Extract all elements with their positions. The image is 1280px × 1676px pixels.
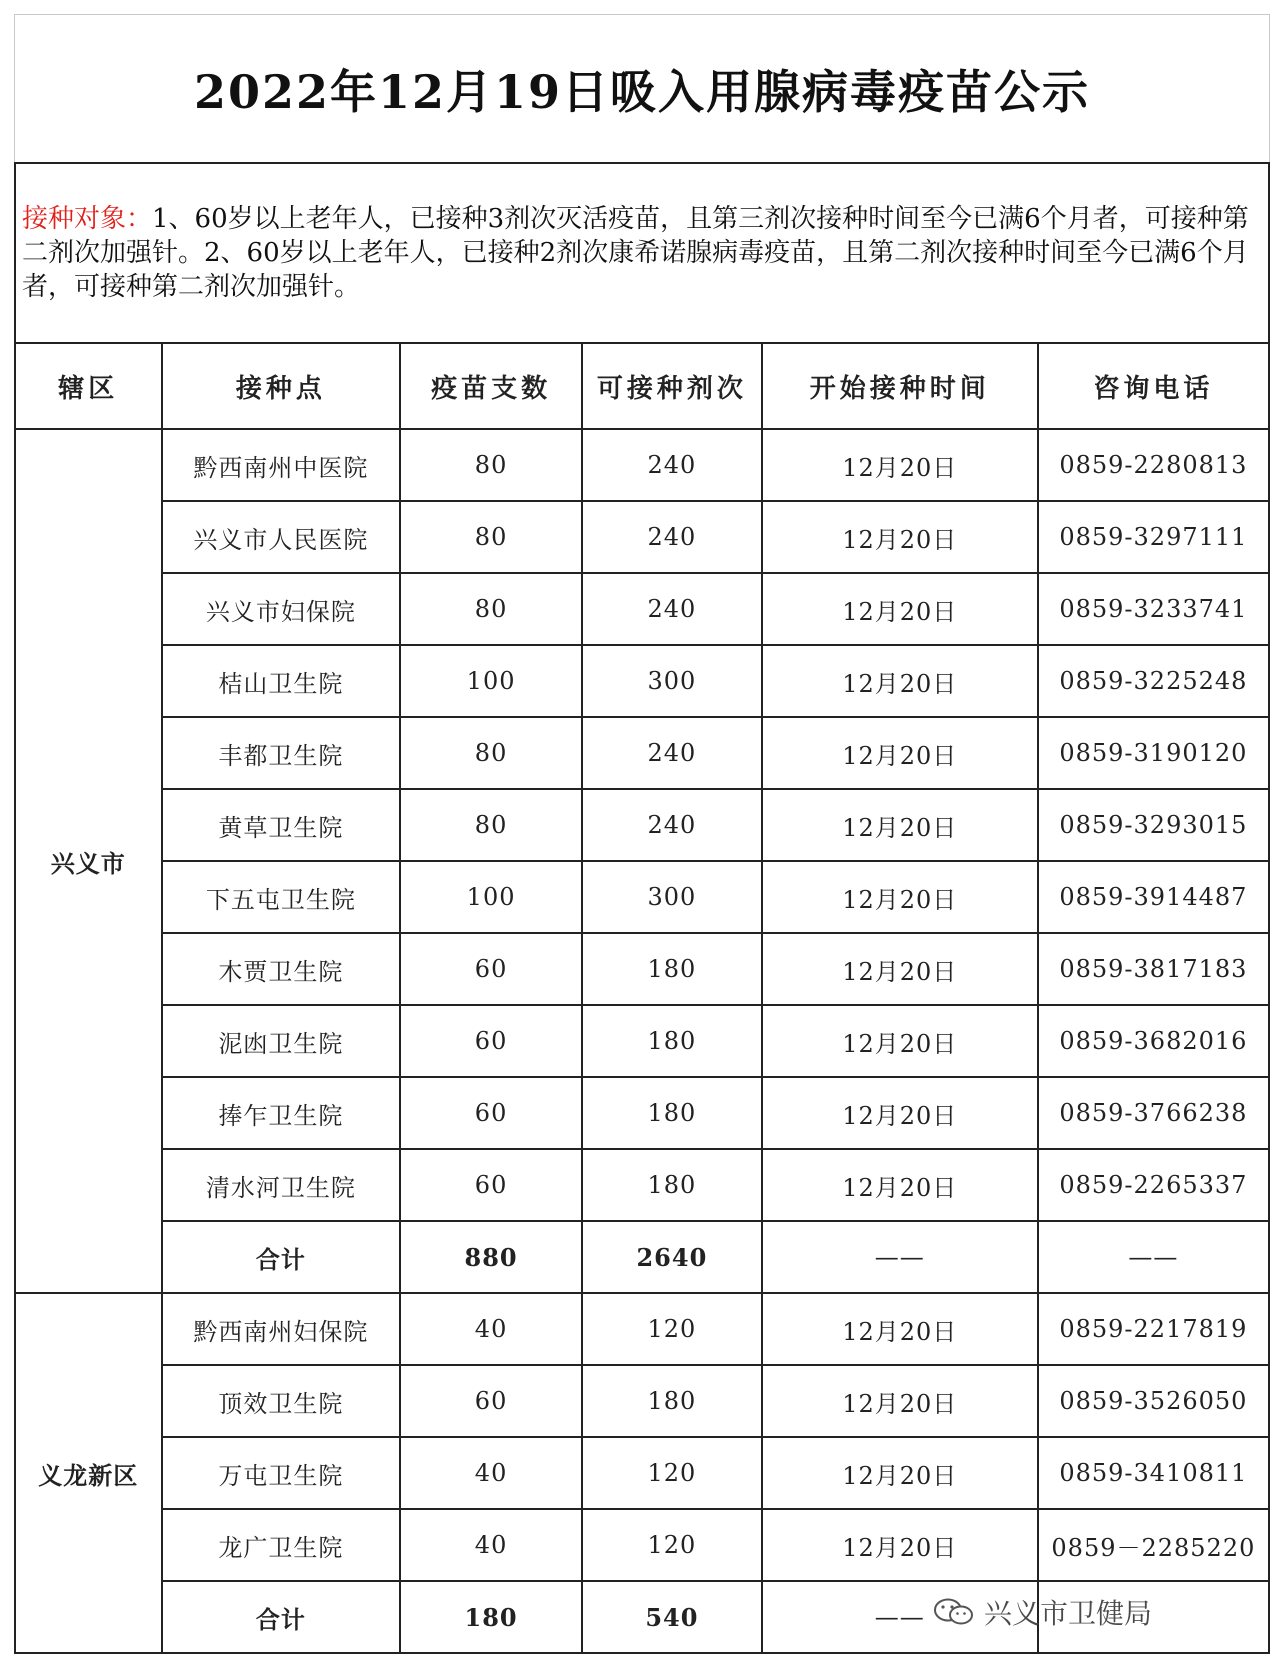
dose-count: 240 xyxy=(582,429,762,501)
site-name: 下五屯卫生院 xyxy=(162,861,401,933)
total-doses: 540 xyxy=(582,1581,762,1653)
site-name: 龙广卫生院 xyxy=(162,1509,401,1581)
dose-count: 120 xyxy=(582,1293,762,1365)
site-name: 顶效卫生院 xyxy=(162,1365,401,1437)
phone-number: 0859-3766238 xyxy=(1038,1077,1269,1149)
table-row xyxy=(15,645,1269,717)
start-date: 12月20日 xyxy=(762,1077,1038,1149)
header-doses: 可接种剂次 xyxy=(582,343,762,429)
wechat-icon xyxy=(932,1596,976,1628)
phone-number: 0859-3682016 xyxy=(1038,1005,1269,1077)
site-name: 捧乍卫生院 xyxy=(162,1077,401,1149)
page-title: 2022年12月19日吸入用腺病毒疫苗公示 xyxy=(193,65,1091,119)
vial-count: 100 xyxy=(400,861,582,933)
start-date: 12月20日 xyxy=(762,573,1038,645)
announcement-sheet xyxy=(14,14,1270,1662)
dose-count: 120 xyxy=(582,1509,762,1581)
vial-count: 60 xyxy=(400,1005,582,1077)
header-phone: 咨询电话 xyxy=(1038,343,1269,429)
dose-count: 180 xyxy=(582,1005,762,1077)
site-name: 黔西南州妇保院 xyxy=(162,1293,401,1365)
watermark-text: 兴义市卫健局 xyxy=(983,1597,1152,1630)
notice-text xyxy=(22,202,1262,304)
table-row xyxy=(15,861,1269,933)
vial-count: 80 xyxy=(400,717,582,789)
phone-number: 0859-2280813 xyxy=(1038,429,1269,501)
table-row xyxy=(15,789,1269,861)
table-row xyxy=(15,1293,1269,1365)
vial-count: 40 xyxy=(400,1437,582,1509)
vial-count: 60 xyxy=(400,933,582,1005)
site-name: 丰都卫生院 xyxy=(162,717,401,789)
site-name: 万屯卫生院 xyxy=(162,1437,401,1509)
total-start: —— xyxy=(762,1581,1038,1653)
start-date: 12月20日 xyxy=(762,645,1038,717)
phone-number: 0859-3233741 xyxy=(1038,573,1269,645)
phone-number: 0859－2285220 xyxy=(1038,1509,1269,1581)
dose-count: 180 xyxy=(582,1365,762,1437)
table-row xyxy=(15,1365,1269,1437)
vaccine-table xyxy=(14,162,1270,1654)
header-vials: 疫苗支数 xyxy=(400,343,582,429)
start-date: 12月20日 xyxy=(762,1437,1038,1509)
title-box xyxy=(14,14,1270,163)
dose-count: 300 xyxy=(582,861,762,933)
vial-count: 100 xyxy=(400,645,582,717)
table-row xyxy=(15,501,1269,573)
phone-number: 0859-3410811 xyxy=(1038,1437,1269,1509)
dose-count: 180 xyxy=(582,1077,762,1149)
start-date: 12月20日 xyxy=(762,1365,1038,1437)
table-row xyxy=(15,717,1269,789)
table-row xyxy=(15,1005,1269,1077)
dose-count: 300 xyxy=(582,645,762,717)
notice-cell xyxy=(15,163,1269,343)
vial-count: 80 xyxy=(400,789,582,861)
table-row xyxy=(15,1437,1269,1509)
notice-row xyxy=(15,163,1269,343)
table-row xyxy=(15,1149,1269,1221)
start-date: 12月20日 xyxy=(762,789,1038,861)
total-row xyxy=(15,1221,1269,1293)
start-date: 12月20日 xyxy=(762,429,1038,501)
site-name: 清水河卫生院 xyxy=(162,1149,401,1221)
dose-count: 240 xyxy=(582,717,762,789)
notice-label: 接种对象： xyxy=(22,204,153,234)
total-label: 合计 xyxy=(162,1581,401,1653)
vial-count: 80 xyxy=(400,573,582,645)
start-date: 12月20日 xyxy=(762,717,1038,789)
header-region: 辖区 xyxy=(15,343,162,429)
region-name: 兴义市 xyxy=(15,429,162,1293)
header-site: 接种点 xyxy=(162,343,401,429)
total-label: 合计 xyxy=(162,1221,401,1293)
region-name: 义龙新区 xyxy=(15,1293,162,1653)
vial-count: 60 xyxy=(400,1365,582,1437)
site-name: 木贾卫生院 xyxy=(162,933,401,1005)
start-date: 12月20日 xyxy=(762,1293,1038,1365)
total-vials: 880 xyxy=(400,1221,582,1293)
vial-count: 80 xyxy=(400,429,582,501)
start-date: 12月20日 xyxy=(762,501,1038,573)
dose-count: 180 xyxy=(582,933,762,1005)
start-date: 12月20日 xyxy=(762,933,1038,1005)
phone-number: 0859-3190120 xyxy=(1038,717,1269,789)
total-start: —— xyxy=(762,1221,1038,1293)
dose-count: 180 xyxy=(582,1149,762,1221)
dose-count: 240 xyxy=(582,789,762,861)
total-doses: 2640 xyxy=(582,1221,762,1293)
site-name: 兴义市妇保院 xyxy=(162,573,401,645)
phone-number: 0859-2265337 xyxy=(1038,1149,1269,1221)
total-vials: 180 xyxy=(400,1581,582,1653)
dose-count: 240 xyxy=(582,573,762,645)
table-row xyxy=(15,573,1269,645)
vial-count: 60 xyxy=(400,1077,582,1149)
table-row xyxy=(15,933,1269,1005)
watermark xyxy=(932,1592,1152,1632)
phone-number: 0859-2217819 xyxy=(1038,1293,1269,1365)
start-date: 12月20日 xyxy=(762,861,1038,933)
vial-count: 60 xyxy=(400,1149,582,1221)
phone-number: 0859-3817183 xyxy=(1038,933,1269,1005)
dose-count: 240 xyxy=(582,501,762,573)
phone-number: 0859-3914487 xyxy=(1038,861,1269,933)
site-name: 黔西南州中医院 xyxy=(162,429,401,501)
vial-count: 40 xyxy=(400,1293,582,1365)
vial-count: 40 xyxy=(400,1509,582,1581)
site-name: 黄草卫生院 xyxy=(162,789,401,861)
notice-body: 1、60岁以上老年人，已接种3剂次灭活疫苗，且第三剂次接种时间至今已满6个月者，可接种第二剂次加强针。2、60岁以上老年人，已接种2剂次康希诺腺病毒疫苗，且第二剂次接种时间至今已满6个月者，可接种第二剂次加强针。 xyxy=(22,204,1249,302)
phone-number: 0859-3526050 xyxy=(1038,1365,1269,1437)
dose-count: 120 xyxy=(582,1437,762,1509)
table-row xyxy=(15,1077,1269,1149)
phone-number: 0859-3225248 xyxy=(1038,645,1269,717)
phone-number: 0859-3297111 xyxy=(1038,501,1269,573)
header-row xyxy=(15,343,1269,429)
phone-number: 0859-3293015 xyxy=(1038,789,1269,861)
header-start-time: 开始接种时间 xyxy=(762,343,1038,429)
table-row xyxy=(15,429,1269,501)
start-date: 12月20日 xyxy=(762,1149,1038,1221)
table-row xyxy=(15,1509,1269,1581)
site-name: 泥凼卫生院 xyxy=(162,1005,401,1077)
site-name: 兴义市人民医院 xyxy=(162,501,401,573)
start-date: 12月20日 xyxy=(762,1005,1038,1077)
site-name: 桔山卫生院 xyxy=(162,645,401,717)
vial-count: 80 xyxy=(400,501,582,573)
total-phone: —— xyxy=(1038,1221,1269,1293)
start-date: 12月20日 xyxy=(762,1509,1038,1581)
